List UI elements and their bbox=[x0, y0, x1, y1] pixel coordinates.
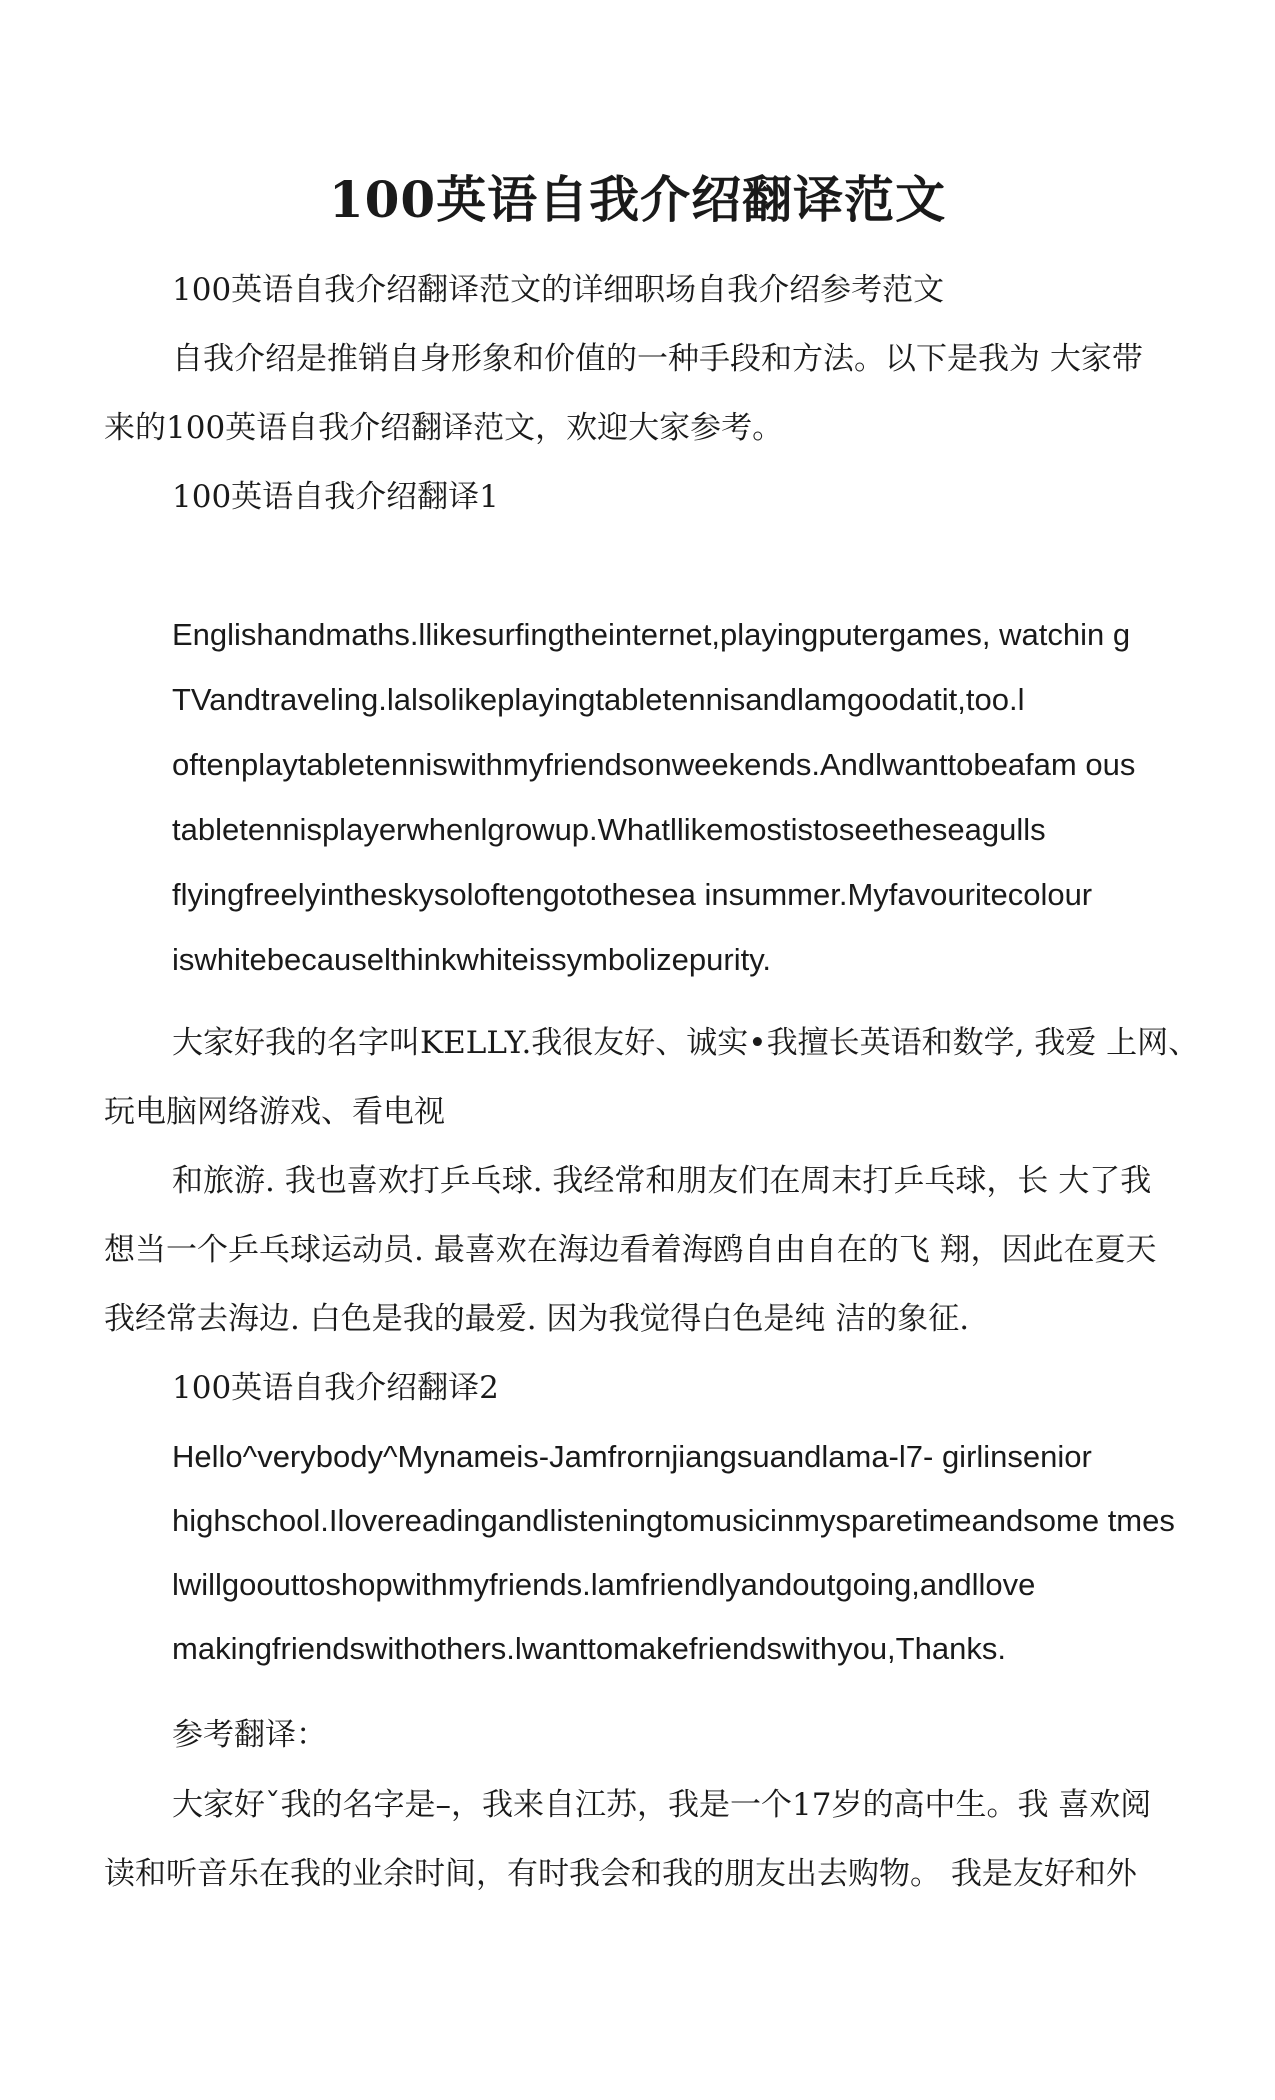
reference-translation-heading: 参考翻译： bbox=[172, 1717, 327, 1753]
chinese-line-6: 大家好ˇ我的名字是–，我来自江苏，我是一个17岁的高中生。我 喜欢阅 bbox=[172, 1787, 1152, 1823]
english-line-8: highschool.Ilovereadingandlisteningtomusicinmysparetimeandsome tmes bbox=[172, 1503, 1175, 1538]
intro-line-1: 自我介绍是推销自身形象和价值的一种手段和方法。以下是我为 大家带 bbox=[172, 341, 1143, 377]
subtitle-line: 100英语自我介绍翻译范文的详细职场自我介绍参考范文 bbox=[172, 272, 945, 308]
english-line-3: oftenplaytabletenniswithmyfriendsonweekends.Andlwanttobeafam ous bbox=[172, 747, 1136, 782]
chinese-line-7: 读和听音乐在我的业余时间，有时我会和我的朋友出去购物。 我是友好和外 bbox=[104, 1856, 1137, 1892]
english-line-4: tabletennisplayerwhenlgrowup.Whatllikemostistoseetheseagulls bbox=[172, 812, 1046, 847]
intro-line-2: 来的100英语自我介绍翻译范文，欢迎大家参考。 bbox=[104, 410, 784, 446]
english-line-7: Hello^verybody^Mynameis-Jamfrornjiangsuandlama-l7- girlinsenior bbox=[172, 1439, 1092, 1474]
english-line-2: TVandtraveling.lalsolikeplayingtabletennisandlamgoodatit,too.l bbox=[172, 682, 1025, 717]
english-line-5: flyingfreelyintheskysoloftengotothesea insummer.Myfavouritecolour bbox=[172, 877, 1093, 912]
section-heading-2: 100英语自我介绍翻译2 bbox=[172, 1370, 499, 1406]
chinese-line-5: 我经常去海边. 白色是我的最爱. 因为我觉得白色是纯 洁的象征. bbox=[104, 1301, 970, 1337]
english-line-1: Englishandmaths.llikesurfingtheinternet,playingputergames, watchin g bbox=[172, 617, 1131, 652]
section-heading-1: 100英语自我介绍翻译1 bbox=[172, 479, 499, 515]
english-line-10: makingfriendswithothers.lwanttomakefriendswithyou,Thanks. bbox=[172, 1631, 1006, 1666]
english-line-6: iswhitebecauselthinkwhiteissymbolizepurity. bbox=[172, 942, 772, 977]
chinese-line-1: 大家好我的名字叫KELLY.我很友好、诚实•我擅长英语和数学, 我爱 上网、 bbox=[172, 1025, 1200, 1061]
page-title: 100英语自我介绍翻译范文 bbox=[328, 170, 947, 229]
chinese-line-4: 想当一个乒乓球运动员. 最喜欢在海边看着海鸥自由自在的飞 翔，因此在夏天 bbox=[104, 1232, 1157, 1268]
english-line-9: lwillgoouttoshopwithmyfriends.lamfriendlyandoutgoing,andllove bbox=[172, 1567, 1036, 1602]
chinese-line-3: 和旅游. 我也喜欢打乒乓球. 我经常和朋友们在周末打乒乓球，长 大了我 bbox=[172, 1163, 1152, 1199]
chinese-line-2: 玩电脑网络游戏、看电视 bbox=[104, 1094, 445, 1130]
